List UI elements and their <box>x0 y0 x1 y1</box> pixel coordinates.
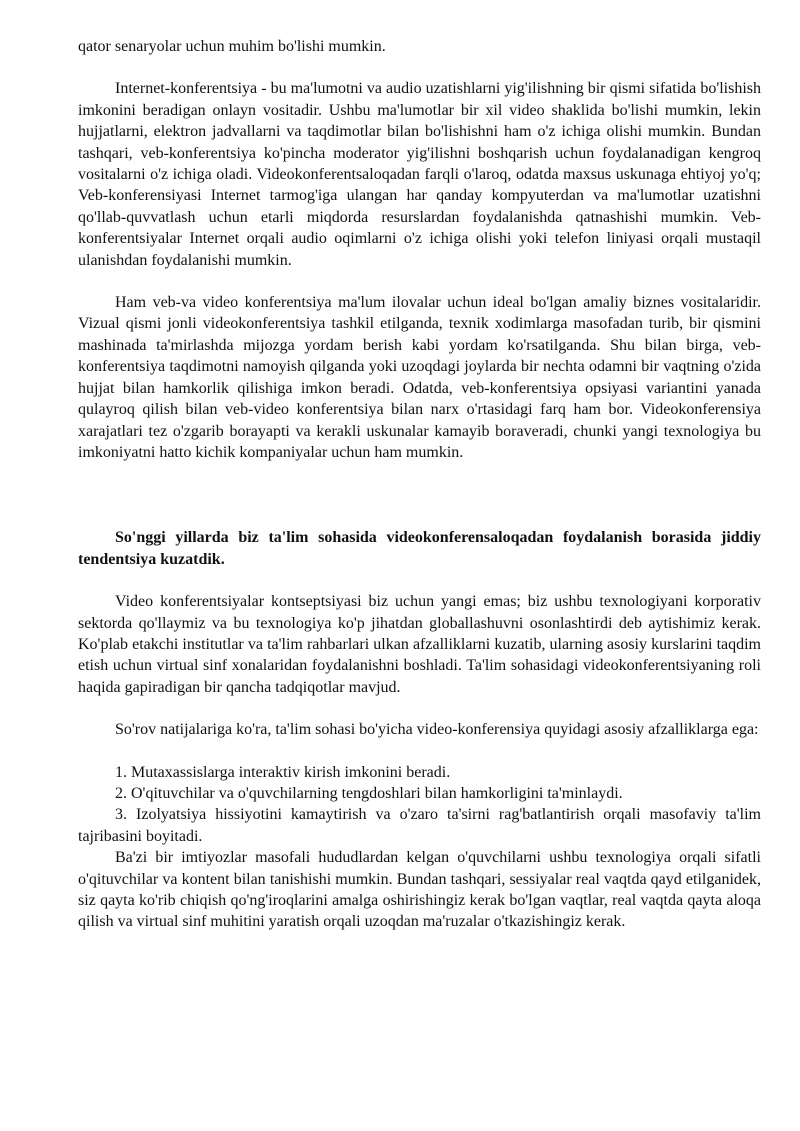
list-item: 1. Mutaxassislarga interaktiv kirish imkonini beradi. <box>115 763 451 781</box>
list-item: 2. O'qituvchilar va o'quvchilarning tengdoshlari bilan hamkorligini ta'minlaydi. <box>115 784 623 802</box>
paragraph-internet-conference: Internet-konferentsiya - bu ma'lumotni va audio uzatishlarni yig'ilishning bir qismi sifatida bo'lishish imkonini beradigan onlayn vositadir. Ushbu ma'lumotlar bir xil video shaklida bo'lishi mumkin, lekin hujjatlarni, elektron jadvallarni va taqdimotlar bilan bo'lishishni ham o'z ichiga olishi mumkin. Bundan tashqari, veb-konferentsiya ko'pincha moderator yig'ilishni boshqarish uchun foydalanadigan kengroq vositalarni o'z ichiga oladi. Videokonferentsaloqadan farqli o'laroq, odatda maxsus uskunaga ehtiyoj yo'q; Veb-konferensiyasi Internet tarmog'iga ulangan har qanday kompyuterdan va ma'lumotlar uzatishni qo'llab-quvvatlash uchun etarli miqdorda resurslardan foydalanishda qatnashishi mumkin. Veb-konferentsiyalar Internet orqali audio oqimlarni o'z ichiga olishi yoki telefon liniyasi orqali mustaqil ulanishdan foydalanishi mumkin. <box>78 80 761 269</box>
paragraph-survey-results: So'rov natijalariga ko'ra, ta'lim sohasi bo'yicha video-konferensiya quyidagi asosiy afzalliklarga ega: <box>115 721 759 739</box>
paragraph-benefits: Ba'zi bir imtiyozlar masofali hududlardan kelgan o'quvchilarni ushbu texnologiya orqali sifatli o'qituvchilar va kontent bilan tanishishi mumkin. Bundan tashqari, sessiyalar real vaqtda qayd etilganidek, siz qayta ko'rib chiqish qo'ng'iroqlarini amalga oshirishingiz kerak bo'lgan vaqtlar, real vaqtda qayta aloqa qilish va virtual sinf muhitini yaratish orqali uzoqdan ma'ruzalar o'tkazishingiz kerak. <box>78 849 761 931</box>
list-item: 3. Izolyatsiya hissiyotini kamaytirish va o'zaro ta'sirni rag'batlantirish orqali masofaviy ta'lim tajribasini boyitadi. <box>78 806 761 845</box>
paragraph-video-concept: Video konferentsiyalar kontseptsiyasi biz uchun yangi emas; biz ushbu texnologiyani korporativ sektorda qo'llaymiz va bu texnologiya ko'p jihatdan globallashuvni osonlashtirdi deb aytishimiz kerak. Ko'plab etakchi institutlar va ta'lim rahbarlari ulkan afzalliklarni kuzatib, ularning asosiy kurslarini taqdim etish uchun virtual sinf xonalaridan foydalanishni boshladi. Ta'lim sohasidagi videokonferentsiyaning roli haqida gapiradigan bir qancha tadqiqotlar mavjud. <box>78 593 761 696</box>
section-heading: So'nggi yillarda biz ta'lim sohasida videokonferensaloqadan foydalanish borasida jiddiy tendentsiya kuzatdik. <box>78 529 761 568</box>
document-body <box>78 36 761 933</box>
paragraph-continuation: qator senaryolar uchun muhim bo'lishi mumkin. <box>78 38 386 55</box>
paragraph-web-and-video: Ham veb-va video konferentsiya ma'lum ilovalar uchun ideal bo'lgan amaliy biznes vositalaridir. Vizual qismi jonli videokonferentsiya tashkil etilganda, texnik xodimlarga masofadan turib, bir qismini mashinada ta'mirlashda mijozga yordam berish kabi yordam ko'rsatilganda. Shu bilan birga, veb-konferentsiya taqdimotni namoyish qilganda yoki uzoqdagi joylarda bir nechta odamni bir vaqtning o'zida hujjat bilan hamkorlik qilishiga imkon beradi. Odatda, veb-konferentsiya opsiyasi variantini yanada qulayroq qilish bilan veb-video konferentsiya bilan narx o'rtasidagi farq ham bor. Videokonferensiya xarajatlari tez o'zgarib borayapti va kerakli uskunalar kamayib boraveradi, chunki yangi texnologiya bu imkoniyatni hatto kichik kompaniyalar uchun ham mumkin. <box>78 294 761 461</box>
